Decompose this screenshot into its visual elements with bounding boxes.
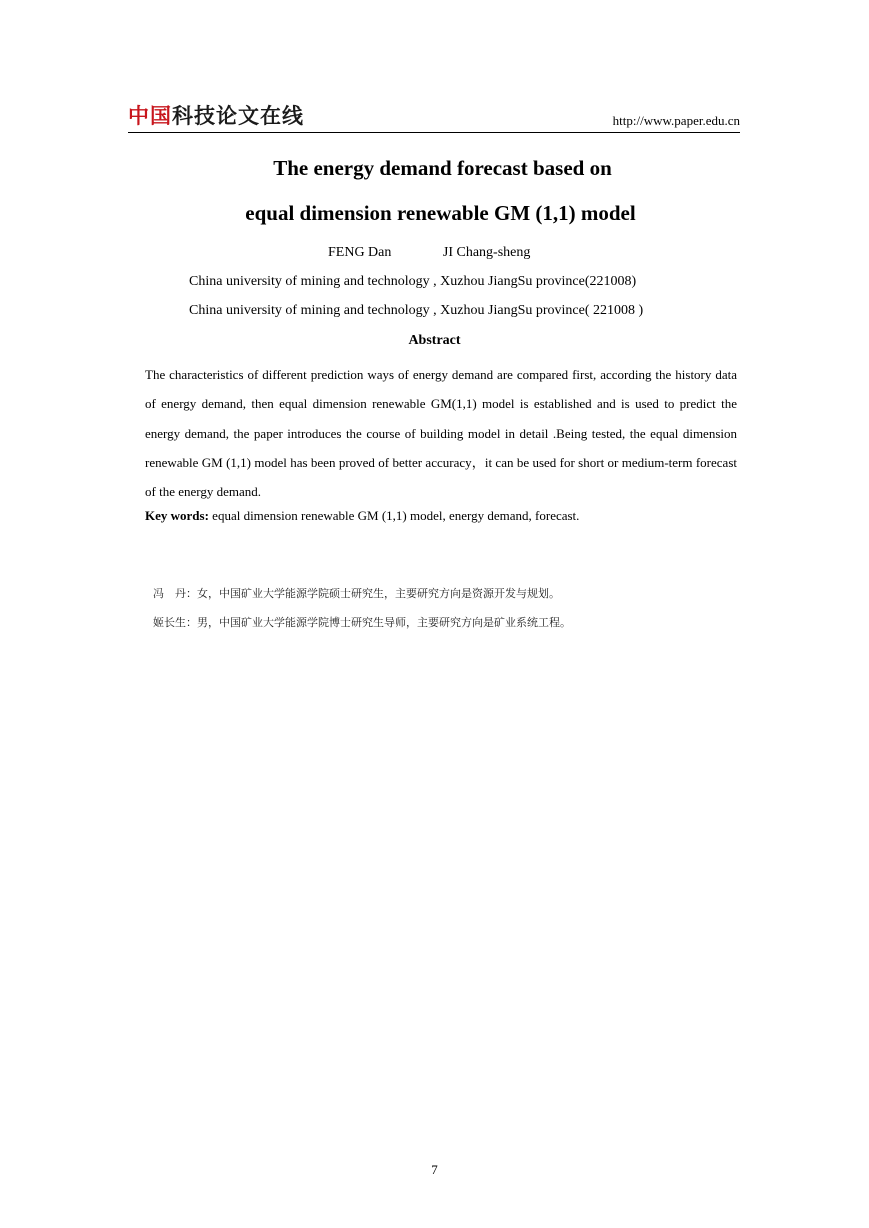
- affiliation-2: China university of mining and technology , Xuzhou JiangSu province( 221008 ): [189, 303, 644, 318]
- logo-dark-text: 科技论文在线: [172, 104, 304, 128]
- header-url[interactable]: http://www.paper.edu.cn: [612, 113, 740, 128]
- keywords-label: Key words:: [145, 508, 209, 523]
- abstract-heading: Abstract: [408, 333, 461, 348]
- keywords-text: equal dimension renewable GM (1,1) model, energy demand, forecast.: [208, 508, 580, 523]
- author-1: FENG Dan: [328, 245, 392, 260]
- keywords: [145, 508, 579, 524]
- logo-red-text: 中国: [128, 104, 172, 128]
- author-note-1: 冯 丹：女，中国矿业大学能源学院硕士研究生，主要研究方向是资源开发与规划。: [153, 587, 560, 600]
- author-2: JI Chang-sheng: [442, 245, 531, 260]
- abstract-text: The characteristics of different prediction ways of energy demand are compared first, according the history data of energy demand, then equal dimension renewable GM(1,1) model is established and is used to predict the energy demand, the paper introduces the course of building model in detail .Being tested, the equal dimension renewable GM (1,1) model has been proved of better accuracy，it can be used for short or medium-term forecast of the energy demand.: [145, 367, 737, 500]
- journal-logo: [128, 104, 304, 128]
- paper-title-line-1: The energy demand forecast based on: [273, 156, 612, 180]
- page-number: 7: [431, 1162, 438, 1177]
- author-note-2: 姬长生：男，中国矿业大学能源学院博士研究生导师，主要研究方向是矿业系统工程。: [153, 616, 571, 629]
- author-list: [328, 245, 530, 261]
- page-header: [128, 104, 740, 133]
- paper-title-line-2: equal dimension renewable GM (1,1) model: [245, 201, 636, 225]
- affiliation-1: China university of mining and technology , Xuzhou JiangSu province(221008): [189, 274, 637, 289]
